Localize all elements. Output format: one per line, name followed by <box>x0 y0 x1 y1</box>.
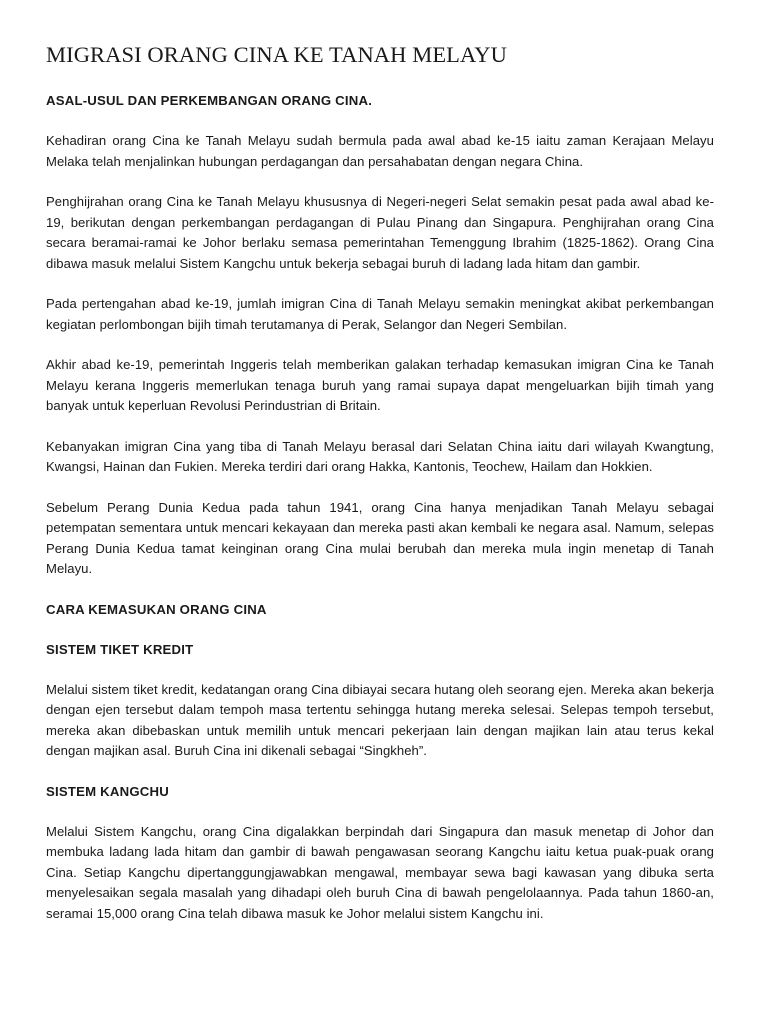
paragraph-pertengahan-abad: Pada pertengahan abad ke-19, jumlah imigran Cina di Tanah Melayu semakin meningkat akibat perkembangan kegiatan perlombongan bijih timah terutamanya di Perak, Selangor dan Negeri Sembilan. <box>46 296 714 332</box>
section-heading-asal-usul: ASAL-USUL DAN PERKEMBANGAN ORANG CINA. <box>46 93 373 108</box>
document-title: MIGRASI ORANG CINA KE TANAH MELAYU <box>46 42 507 67</box>
document-page <box>46 40 714 924</box>
section-heading-sistem-kangchu: SISTEM KANGCHU <box>46 783 169 799</box>
section-heading-cara-kemasukan: CARA KEMASUKAN ORANG CINA <box>46 601 267 617</box>
paragraph-kebanyakan-imigran: Kebanyakan imigran Cina yang tiba di Tanah Melayu berasal dari Selatan China iaitu dari wilayah Kwangtung, Kwangsi, Hainan dan Fukien. Mereka terdiri dari orang Hakka, Kantonis, Teochew, Hailam dan Hokkien. <box>46 438 714 474</box>
paragraph-penghijrahan: Penghijrahan orang Cina ke Tanah Melayu khususnya di Negeri-negeri Selat semakin pesat pada awal abad ke-19, berikutan dengan perkembangan perdagangan di Pulau Pinang dan Singapura. Penghijrahan orang Cina secara beramai-ramai ke Johor berlaku semasa pemerintahan Temenggung Ibrahim (1825-1862). Orang Cina dibawa masuk melalui Sistem Kangchu untuk bekerja sebagai buruh di ladang lada hitam dan gambir. <box>46 194 714 271</box>
paragraph-sebelum-perang: Sebelum Perang Dunia Kedua pada tahun 1941, orang Cina hanya menjadikan Tanah Melayu sebagai petempatan sementara untuk mencari kekayaan dan mereka pasti akan kembali ke negara asal. Namum, selepas Perang Dunia Kedua tamat keinginan orang Cina mulai berubah dan mereka mula ingin menetap di Tanah Melayu. <box>46 499 714 576</box>
section-heading-sistem-tiket-kredit: SISTEM TIKET KREDIT <box>46 641 194 657</box>
paragraph-akhir-abad: Akhir abad ke-19, pemerintah Inggeris telah memberikan galakan terhadap kemasukan imigran Cina ke Tanah Melayu kerana Inggeris memerlukan tenaga buruh yang ramai supaya dapat mengeluarkan bijih timah yang banyak untuk keperluan Revolusi Perindustrian di Britain. <box>46 357 714 413</box>
paragraph-tiket-kredit: Melalui sistem tiket kredit, kedatangan orang Cina dibiayai secara hutang oleh seorang ejen. Mereka akan bekerja dengan ejen tersebut dalam tempoh masa tertentu sehingga hutang mereka selesai. Selepas tempoh tersebut, mereka akan dibebaskan untuk memilih untuk mencari pekerjaan lain dengan majikan lain atau terus kekal dengan majikan asal. Buruh Cina ini dikenali sebagai “Singkheh”. <box>46 681 714 758</box>
paragraph-kehadiran: Kehadiran orang Cina ke Tanah Melayu sudah bermula pada awal abad ke-15 iaitu zaman Kerajaan Melayu Melaka telah menjalinkan hubungan perdagangan dan persahabatan dengan negara China. <box>46 133 714 169</box>
paragraph-kangchu: Melalui Sistem Kangchu, orang Cina digalakkan berpindah dari Singapura dan masuk menetap di Johor dan membuka ladang lada hitam dan gambir di bawah pengawasan seorang Kangchu iaitu ketua puak-puak orang Cina. Setiap Kangchu dipertanggungjawabkan mengawal, membayar sewa bagi kawasan yang dibuka serta menyelesaikan segala masalah yang dihadapi oleh buruh Cina di bawah pengelolaannya. Pada tahun 1860-an, seramai 15,000 orang Cina telah dibawa masuk ke Johor melalui sistem Kangchu ini. <box>46 823 714 921</box>
